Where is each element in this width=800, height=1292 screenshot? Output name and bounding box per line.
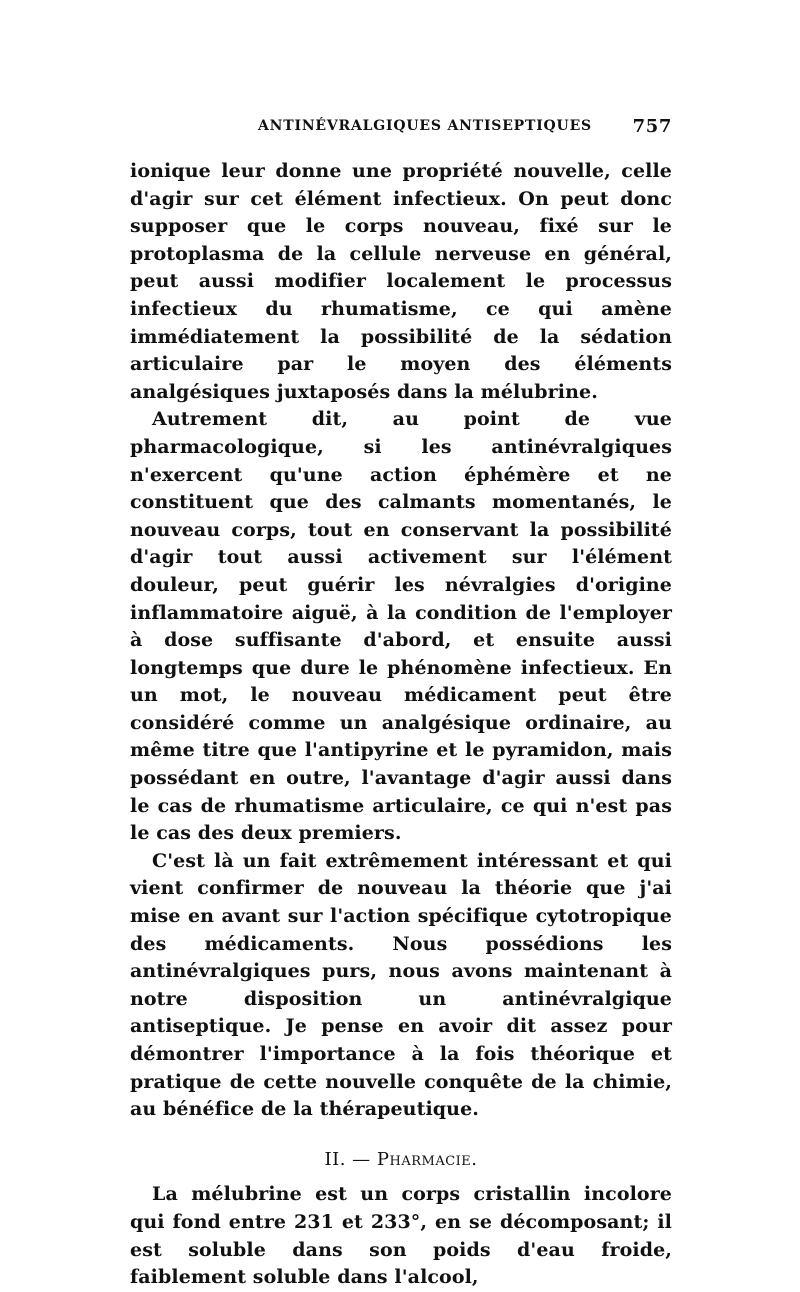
body-text xyxy=(130,158,672,1292)
page-number: 757 xyxy=(632,116,672,137)
paragraph: C'est là un fait extrêmement intéressant et qui vient confirmer de nouveau la théorie que j'ai mise en avant sur l'action spécifique cytotropique des médicaments. Nous possédions les antinévralgiques purs, nous avons maintenant à notre disposition un antinévralgique antiseptique. Je pense en avoir dit assez pour démontrer l'importance à la fois théorique et pratique de cette nouvelle conquête de la chimie, au bénéfice de la thérapeutique. xyxy=(130,849,672,1121)
paragraph-continued: ionique leur donne une propriété nouvelle, celle d'agir sur cet élément infectieux. On peut donc supposer que le corps nouveau, fixé sur le protoplasma de la cellule nerveuse en général, peut aussi modifier localement le processus infectieux du rhumatisme, ce qui amène immédiatement la possibilité de la sédation articulaire par le moyen des éléments analgésiques juxtaposés dans la mélubrine. xyxy=(130,160,672,403)
paragraph: Autrement dit, au point de vue pharmacologique, si les antinévralgiques n'exercent qu'une action éphémère et ne constituent que des calmants momentanés, le nouveau corps, tout en conservant la possibilité d'agir tout aussi activement sur l'élément douleur, peut guérir les névralgies d'origine inflammatoire aiguë, à la condition de l'employer à dose suffisante d'abord, et ensuite aussi longtemps que dure le phénomène infectieux. En un mot, le nouveau médicament peut être considéré comme un analgésique ordinaire, au même titre que l'antipyrine et le pyramidon, mais possédant en outre, l'avantage d'agir aussi dans le cas de rhumatisme articulaire, ce qui n'est pas le cas des deux premiers. xyxy=(130,408,672,845)
section-title: Pharmacie. xyxy=(376,1148,478,1170)
book-page xyxy=(130,112,672,1292)
running-head xyxy=(130,112,672,142)
section-heading xyxy=(130,1146,672,1174)
paragraph: La mélubrine est un corps cristallin incolore qui fond entre 231 et 233°, en se décomposant; il est soluble dans son poids d'eau froide, faiblement soluble dans l'alcool, xyxy=(130,1183,672,1289)
running-title: ANTINÉVRALGIQUES ANTISEPTIQUES xyxy=(258,118,592,134)
section-number: II. — xyxy=(324,1148,371,1170)
